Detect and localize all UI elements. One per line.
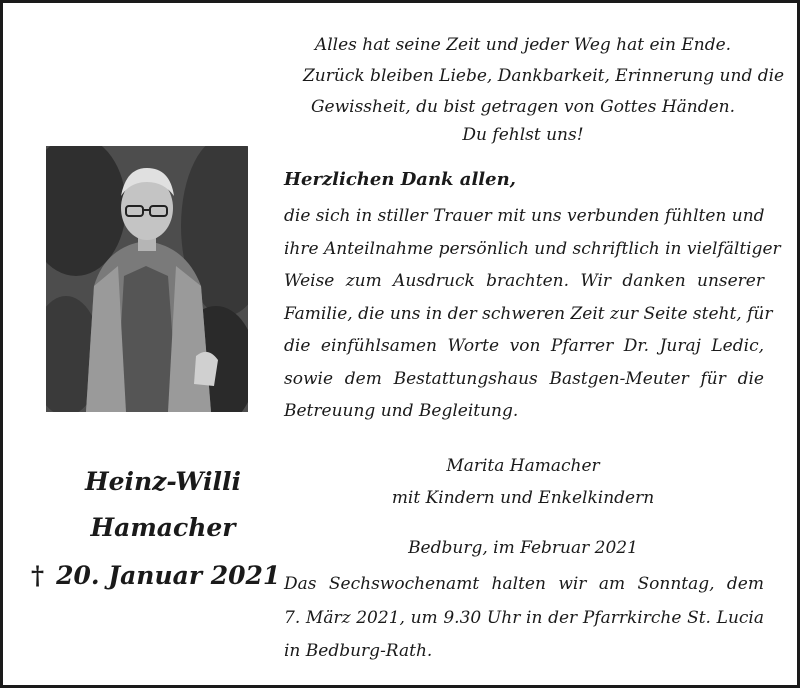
motto-closing: Du fehlst uns!	[462, 125, 584, 145]
thanks-body	[284, 200, 781, 428]
thanks-line: ihre Anteilnahme persönlich und schriftlich in vielfältiger	[284, 238, 781, 259]
motto-line: Alles hat seine Zeit und jeder Weg hat ein Ende.	[314, 35, 732, 55]
thanks-line: Betreuung und Begleitung.	[284, 401, 519, 421]
thanks-line: Weise zum Ausdruck brachten. Wir danken unserer	[284, 271, 764, 291]
deceased-first-name: Heinz-Willi	[84, 467, 242, 496]
place-date: Bedburg, im Februar 2021	[408, 538, 638, 558]
service-notice	[284, 568, 764, 669]
thanks-heading: Herzlichen Dank allen,	[284, 169, 516, 190]
service-line: in Bedburg-Rath.	[284, 641, 433, 661]
thanks-line: Familie, die uns in der schweren Zeit zur Seite steht, für	[284, 303, 773, 324]
deceased-last-name: Hamacher	[90, 513, 236, 542]
cross-icon: †	[31, 561, 45, 590]
portrait-illustration	[46, 146, 248, 412]
motto-line: Zurück bleiben Liebe, Dankbarkeit, Erinnerung und die	[303, 66, 785, 86]
motto	[303, 30, 785, 123]
portrait-photo	[46, 146, 248, 412]
thanks-line: die sich in stiller Trauer mit uns verbunden fühlten und	[284, 206, 765, 226]
service-line: 7. März 2021, um 9.30 Uhr in der Pfarrkirche St. Lucia	[284, 607, 764, 628]
motto-line: Gewissheit, du bist getragen von Gottes Händen.	[310, 97, 736, 117]
thanks-line: die einfühlsamen Worte von Pfarrer Dr. Juraj Ledic,	[284, 336, 764, 356]
death-date-line	[31, 561, 280, 590]
service-line: Das Sechswochenamt halten wir am Sonntag, dem	[284, 574, 764, 594]
thanks-line: sowie dem Bestattungshaus Bastgen-Meuter für die	[284, 368, 764, 389]
family-name: Marita Hamacher	[446, 456, 600, 476]
death-date: 20. Januar 2021	[56, 561, 281, 590]
family-members: mit Kindern und Enkelkindern	[391, 488, 655, 508]
